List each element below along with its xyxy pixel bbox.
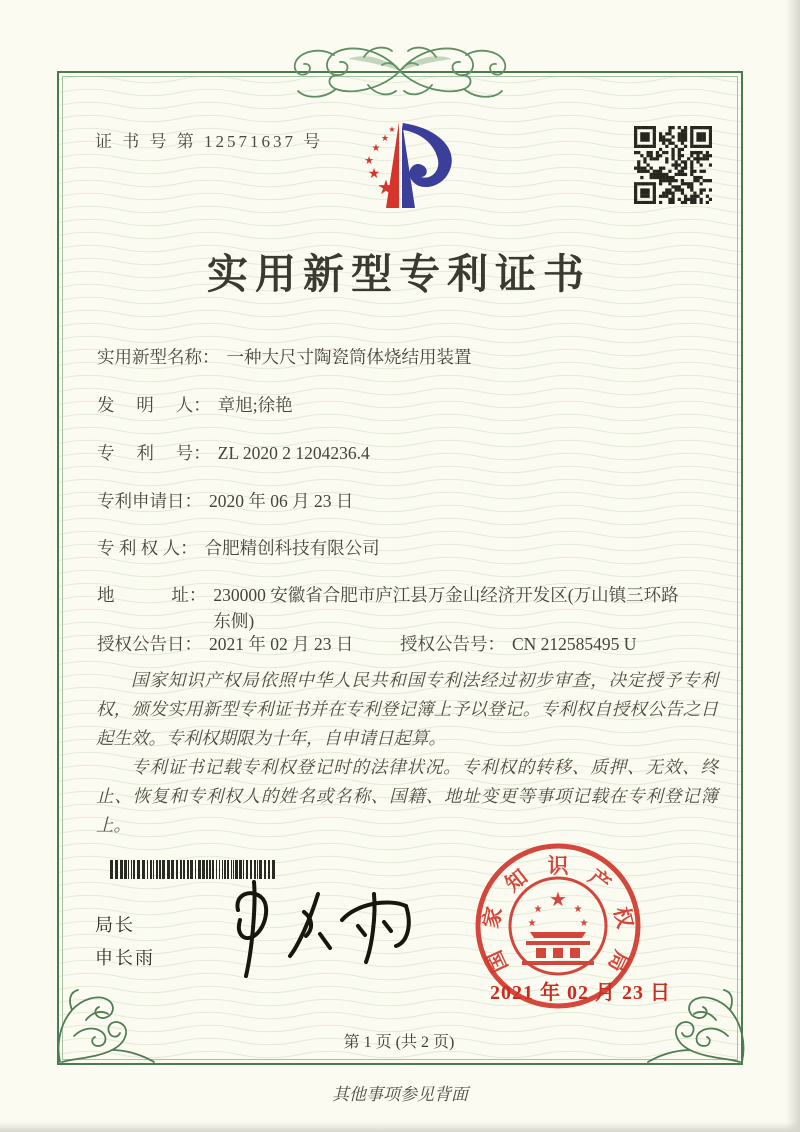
field-value-filing-date: 2020 年 06 月 23 日: [209, 491, 354, 511]
field-row-address: [97, 582, 691, 634]
svg-text:★: ★: [527, 918, 537, 929]
field-value-grant-date: 2021 年 02 月 23 日: [209, 634, 354, 654]
svg-text:★: ★: [573, 904, 583, 915]
field-value-grant-no: CN 212585495 U: [512, 634, 637, 654]
field-label-name: 实用新型名称：: [97, 347, 220, 367]
certificate-number: 证 书 号 第 12571637 号: [95, 132, 324, 151]
field-value-patentee: 合肥精创科技有限公司: [204, 538, 380, 558]
svg-text:局: 局: [603, 946, 635, 976]
field-label-patentee: 专 利 权 人：: [97, 538, 198, 558]
svg-text:★: ★: [533, 904, 543, 915]
svg-text:★: ★: [549, 887, 567, 911]
national-emblem-icon: [510, 878, 606, 974]
svg-text:国: 国: [481, 946, 513, 976]
field-label-grant-no: 授权公告号：: [400, 634, 505, 654]
field-row-patent-no: [97, 440, 370, 466]
svg-text:★: ★: [380, 134, 390, 144]
svg-text:权: 权: [609, 904, 638, 931]
svg-text:★: ★: [388, 125, 396, 134]
top-flourish-ornament: [284, 37, 516, 103]
svg-text:家: 家: [478, 904, 507, 931]
director-name: 申长雨: [95, 948, 155, 968]
field-value-inventor: 章旭;徐艳: [217, 395, 293, 415]
legal-paragraph-1: 国家知识产权局依照中华人民共和国专利法经过初步审查，决定授予专利权，颁发实用新型专利证书并在专利登记簿上予以登记。专利权自授权公告之日起生效。专利权期限为十年，自申请日起算。: [96, 670, 718, 748]
svg-text:产: 产: [583, 864, 616, 897]
page-number: 第 1 页 (共 2 页): [343, 1034, 455, 1051]
legal-paragraph-2: 专利证书记载专利权登记时的法律状况。专利权的转移、质押、无效、终止、恢复和专利权人的姓名或名称、国籍、地址变更等事项记载在专利登记簿上。: [96, 757, 718, 835]
field-value-patent-no: ZL 2020 2 1204236.4: [217, 443, 370, 463]
field-row-inventor: [97, 392, 293, 418]
field-row-grant: [97, 631, 719, 657]
field-label-inventor: 发 明 人：: [97, 395, 211, 415]
field-label-patent-no: 专 利 号：: [97, 443, 211, 463]
field-row-patentee: [97, 535, 380, 561]
svg-text:识: 识: [547, 854, 569, 878]
director-signature: [208, 876, 418, 981]
field-label-address: 地 址：: [97, 585, 207, 605]
cnipa-logo-icon: [336, 116, 466, 216]
seal-date: 2021 年 02 月 23 日: [490, 982, 671, 1004]
field-label-grant-date: 授权公告日：: [97, 634, 202, 654]
bottom-left-flourish: [52, 988, 156, 1066]
svg-text:★: ★: [377, 175, 395, 199]
svg-text:★: ★: [367, 166, 381, 182]
legal-text-block: [96, 666, 718, 840]
field-value-address: 230000 安徽省合肥市庐江县万金山经济开发区(万山镇三环路东侧): [213, 585, 679, 631]
back-side-note: 其他事项参见背面: [332, 1085, 468, 1104]
svg-text:知: 知: [500, 864, 533, 897]
field-label-filing-date: 专利申请日：: [97, 491, 202, 511]
scan-edge-right: [786, 0, 800, 1132]
qr-code: [634, 126, 712, 204]
svg-text:★: ★: [579, 918, 589, 929]
director-title: 局长: [95, 915, 135, 935]
field-row-name: [97, 344, 472, 370]
svg-text:★: ★: [364, 154, 374, 167]
svg-text:★: ★: [371, 143, 381, 154]
field-value-name: 一种大尺寸陶瓷筒体烧结用装置: [226, 347, 472, 367]
field-row-filing-date: [97, 488, 353, 514]
scan-edge-bottom: [0, 1122, 800, 1132]
certificate-title: 实用新型专利证书: [207, 251, 591, 297]
